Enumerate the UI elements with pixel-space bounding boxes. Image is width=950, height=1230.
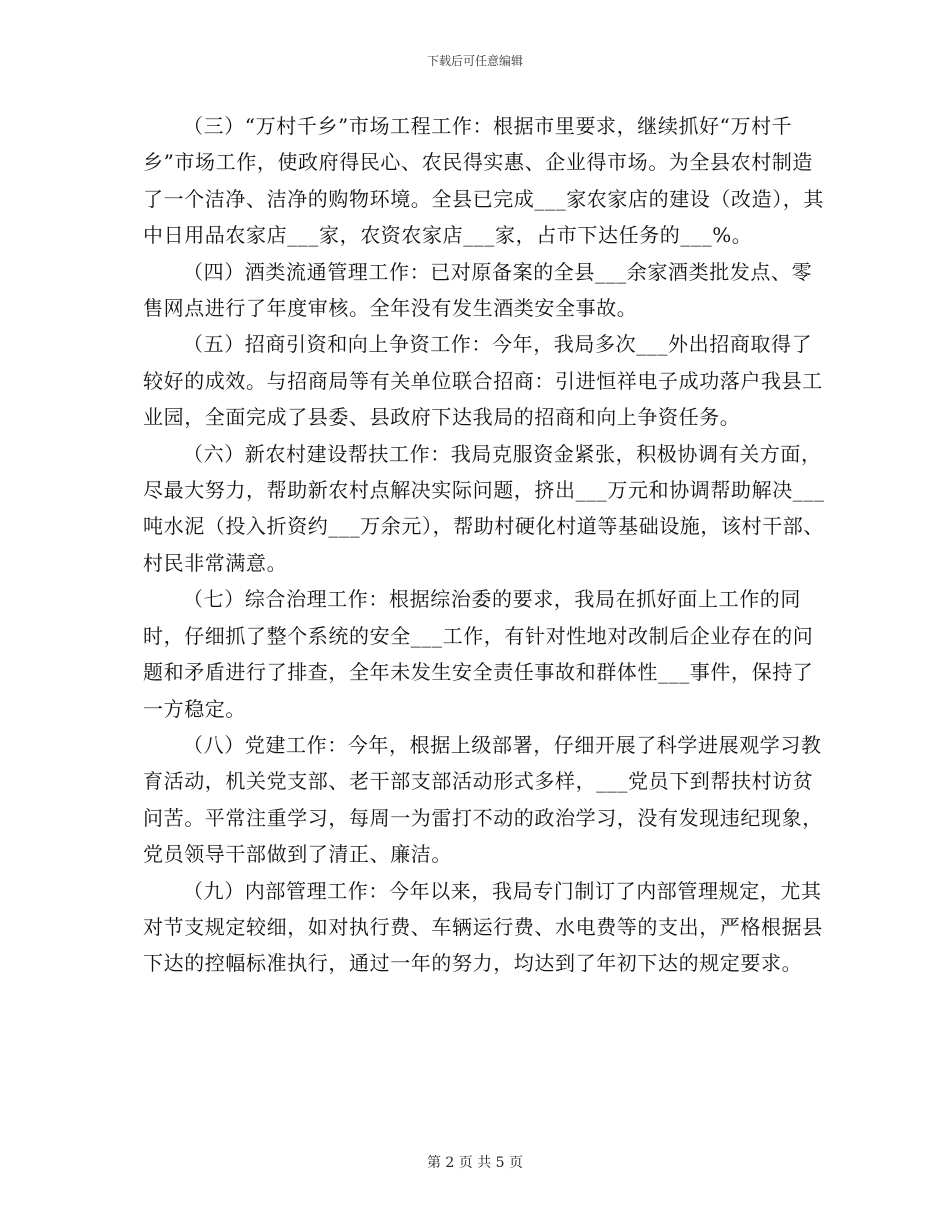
paragraph-internal-management: （九）内部管理工作：今年以来，我局专门制订了内部管理规定，尤其对节支规定较细，如对执行费、车辆运行费、水电费等的支出，严格根据县下达的控幅标准执行，通过一年的努力，均达到了年初下达的规定要求。	[143, 878, 823, 976]
paragraph-governance: （七）综合治理工作：根据综治委的要求，我局在抓好面上工作的同时，仔细抓了整个系统的安全___工作，有针对性地对改制后企业存在的问题和矛盾进行了排查，全年未发生安全责任事故和群体性___事件，保持了一方稳定。	[143, 587, 814, 721]
paragraph-rural-support: （六）新农村建设帮扶工作：我局克服资金紧张，积极协调有关方面，尽最大努力，帮助新农村点解决实际问题，挤出___万元和协调帮助解决___吨水泥（投入折资约___万余元），帮助村硬化村道等基础设施，该村干部、村民非常满意。	[143, 441, 825, 575]
paragraph-market-project: （三）“万村千乡”市场工程工作：根据市里要求，继续抓好“万村千乡”市场工作，使政府得民心、农民得实惠、企业得市场。为全县农村制造了一个洁净、洁净的购物环境。全县已完成___家农家店的建设（改造），其中日用品农家店___家，农资农家店___家，占市下达任务的___%。	[143, 114, 824, 248]
page-header: 下载后可任意编辑	[426, 54, 523, 68]
document-body	[143, 108, 828, 982]
page-number: 第 2 页 共 5 页	[426, 1155, 524, 1171]
paragraph-investment: （五）招商引资和向上争资工作：今年，我局多次___外出招商取得了较好的成效。与招商局等有关单位联合招商：引进恒祥电子成功落户我县工业园，全面完成了县委、县政府下达我局的招商和向上争资任务。	[143, 332, 823, 430]
paragraph-liquor-management: （四）酒类流通管理工作：已对原备案的全县___余家酒类批发点、零售网点进行了年度审核。全年没有发生酒类安全事故。	[143, 259, 813, 321]
paragraph-party-building: （八）党建工作：今年，根据上级部署，仔细开展了科学进展观学习教育活动，机关党支部、老干部支部活动形式多样，___党员下到帮扶村访贫问苦。平常注重学习，每周一为雷打不动的政治学习，没有发现违纪现象，党员领导干部做到了清正、廉洁。	[143, 732, 823, 867]
